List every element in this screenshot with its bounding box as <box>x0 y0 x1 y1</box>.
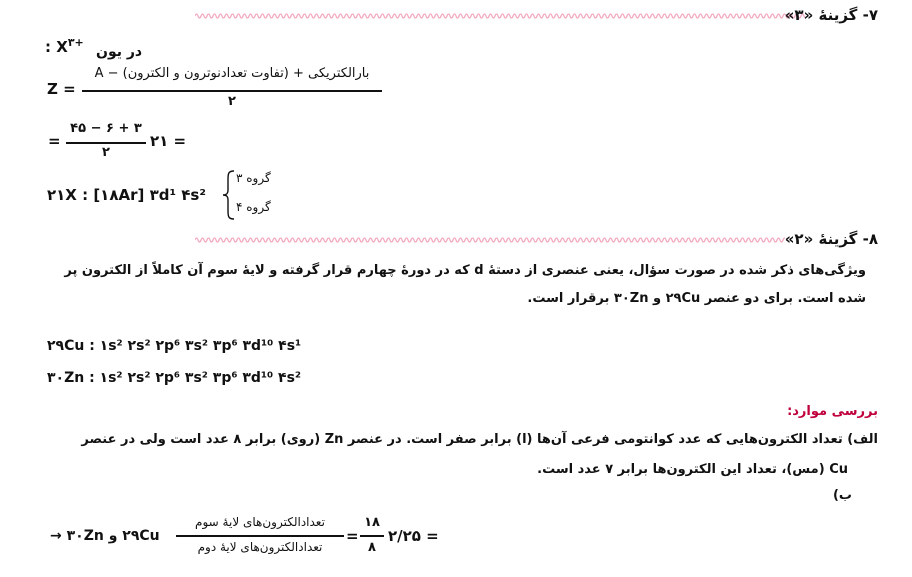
review-title: بررسی موارد: <box>787 404 878 419</box>
z-denominator: ۲ <box>228 94 236 109</box>
value-result: = ۲/۲۵ <box>388 527 439 545</box>
calc-result: = ۲۱ <box>150 132 187 150</box>
item-b-label: ب) <box>832 488 852 503</box>
item-a-line-1: الف) تعداد الکترون‌هایی که عدد کوانتومی فرعی آن‌ها (l) برابر صفر است. در عنصر Zn (روی) برابر ۸ عدد است ولی در عنصر <box>81 432 878 447</box>
ratio-elements: ۲۹Cu و ۳۰Zn → <box>50 528 160 544</box>
group-three: گروه ۳ <box>236 171 271 185</box>
z-fraction-bar <box>82 90 382 92</box>
z-equals: Z = <box>47 80 76 98</box>
q7-header: ۷- گزینهٔ «۳» <box>784 6 878 24</box>
z-numerator: بارالکتریکی + (تفاوت تعدادنوترون و الکترون) − A <box>94 66 370 81</box>
ratio-denominator: تعدادالکترون‌های لایهٔ دوم <box>197 540 323 554</box>
value-fraction-bar <box>360 535 384 537</box>
calc-prefix: = <box>48 132 61 150</box>
ion-label <box>45 36 84 56</box>
ratio-equals: = <box>346 527 359 545</box>
q8-header: ۸- گزینهٔ «۲» <box>784 230 878 248</box>
calc-fraction-bar <box>66 142 146 144</box>
wavy-divider-q8 <box>195 235 785 245</box>
x-electron-config: ۲۱X : [۱۸Ar] ۳d¹ ۴s² <box>47 186 206 204</box>
ratio-numerator: تعدادالکترون‌های لایهٔ سوم <box>195 515 325 529</box>
wavy-divider-q7 <box>195 11 805 21</box>
ion-charge: ۳+ <box>67 36 84 49</box>
ion-colon: : <box>45 38 51 56</box>
value-denominator: ۸ <box>368 540 376 555</box>
ratio-fraction-bar <box>176 535 344 537</box>
zn-electron-config: ۳۰Zn : ۱s² ۲s² ۲p⁶ ۳s² ۳p⁶ ۳d¹⁰ ۴s² <box>47 370 302 386</box>
q8-paragraph-line-1: ویژگی‌های ذکر شده در صورت سؤال، یعنی عنصری از دستهٔ d که در دورهٔ چهارم قرار گرفته و لایهٔ سوم آن کاملاً از الکترون پر <box>64 263 866 278</box>
item-a-line-2: Cu (مس)، تعداد این الکترون‌ها برابر ۷ عدد است. <box>537 462 848 477</box>
ion-intro: در یون <box>96 44 143 60</box>
q8-paragraph-line-2: شده است. برای دو عنصر ۲۹Cu و ۳۰Zn برقرار است. <box>527 291 866 306</box>
calc-denominator: ۲ <box>102 145 110 160</box>
brace-icon <box>222 170 236 220</box>
ion-symbol: X <box>56 38 68 56</box>
group-four: گروه ۴ <box>236 200 271 214</box>
value-numerator: ۱۸ <box>364 515 380 530</box>
cu-electron-config: ۲۹Cu : ۱s² ۲s² ۲p⁶ ۳s² ۳p⁶ ۳d¹⁰ ۴s¹ <box>47 338 302 354</box>
calc-numerator: ۴۵ − ۶ + ۳ <box>70 121 142 136</box>
